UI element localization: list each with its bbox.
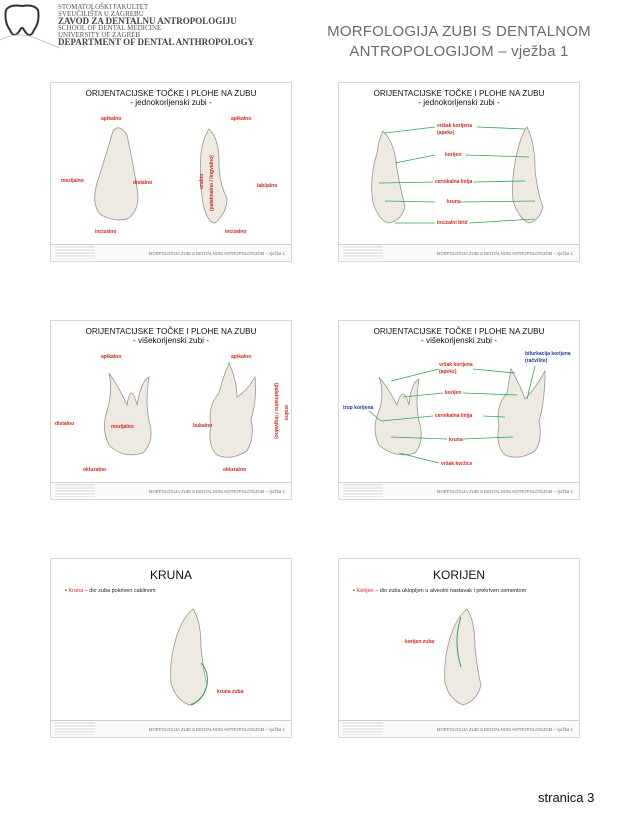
page-number: stranica 3 (538, 790, 595, 805)
slide-title: KRUNA (149, 568, 192, 582)
label-palatinalno: (palatinalno / lingvalno) (273, 383, 279, 439)
slide-subtitle: - višekorijenski zubi - (133, 336, 209, 345)
label-trup-korijena: trup korijena (343, 405, 374, 411)
crown-illustration (51, 559, 291, 737)
footer-logo-icon (55, 484, 95, 497)
label-kruna: kruna (449, 437, 463, 443)
slide-4 (338, 320, 580, 500)
label-apeks: (apeks) (437, 130, 455, 136)
slide-subtitle: - jednokorijenski zubi - (130, 98, 212, 107)
label-cervikalna-linija: cervikalna linija (435, 413, 473, 419)
bullet-item: • Korijen – dio zuba uklopljen u alveolni nastavak i prekriven cementom (353, 588, 527, 594)
incisor-views-illustration (51, 83, 291, 261)
label-mezijalno: mezijalno (61, 178, 84, 184)
label-korijen-zuba: korijen zuba (405, 639, 435, 645)
molar-anatomy-illustration (339, 321, 579, 499)
slide-6 (338, 558, 580, 738)
label-vrsak-kvrzice: vršak kvržice (441, 461, 473, 467)
label-kruna: kruna (447, 199, 461, 205)
slide-title: ORIJENTACIJSKE TOČKE I PLOHE NA ZUBU (85, 89, 257, 98)
label-incizalni-brid: incizalni brid (437, 220, 468, 226)
label-oralno: oralno (283, 405, 289, 421)
label-vrsak-korijena: vršak korijena (439, 362, 473, 368)
label-apikalno: apikalno (231, 116, 252, 122)
label-cervikalna-linija: cervikalna linija (435, 179, 473, 185)
footer-logo-icon (343, 722, 383, 735)
footer-logo-icon (343, 484, 383, 497)
slide-footer: MORFOLOGIJA ZUBI S DENTALNOM ANTROPOLOGIJOM – vježba 1 (51, 244, 291, 261)
bullet-item: • Kruna – dio zuba pokriven caklinom (65, 588, 156, 594)
label-palatinalno: (palatinalno / lingvalno) (209, 155, 215, 211)
label-labijalno: labijalno (257, 183, 278, 189)
label-oralno: oralno (199, 173, 205, 189)
label-incizalno: incizalno (225, 229, 247, 235)
label-racviste: (račvište) (525, 358, 548, 364)
slide-footer: MORFOLOGIJA ZUBI S DENTALNOM ANTROPOLOGIJOM – vježba 1 (339, 720, 579, 737)
label-mezijalno: mezijalno (111, 424, 134, 430)
slide-footer: MORFOLOGIJA ZUBI S DENTALNOM ANTROPOLOGIJOM – vježba 1 (51, 482, 291, 499)
slide-title: ORIJENTACIJSKE TOČKE I PLOHE NA ZUBU (373, 327, 545, 336)
document-title: MORFOLOGIJA ZUBI S DENTALNOM ANTROPOLOGIJOM – vježba 1 (327, 23, 591, 60)
slide-title: ORIJENTACIJSKE TOČKE I PLOHE NA ZUBU (85, 327, 257, 336)
label-korijen: korijen (445, 152, 462, 158)
label-distalno: distalno (133, 180, 153, 186)
footer-logo-icon (343, 246, 383, 259)
faculty-logo (0, 0, 270, 72)
label-apikalno: apikalno (101, 116, 122, 122)
slide-title: ORIJENTACIJSKE TOČKE I PLOHE NA ZUBU (373, 89, 545, 98)
footer-logo-icon (55, 722, 95, 735)
label-kruna-zuba: kruna zuba (217, 689, 244, 695)
slide-title: KORIJEN (432, 568, 485, 582)
slide-3 (50, 320, 292, 500)
label-distalno: distalno (55, 421, 75, 427)
root-illustration (339, 559, 579, 737)
footer-logo-icon (55, 246, 95, 259)
slide-2 (338, 82, 580, 262)
logo-text: STOMATOLOŠKI FAKULTET SVEUČILIŠTA U ZAGREBU ZAVOD ZA DENTALNU ANTROPOLOGIJU SCHOOL OF DENTAL MEDICINE UNIVERSITY OF ZAGREB DEPARTMENT OF DENTAL ANTHROPOLOGY (58, 3, 255, 47)
incisor-anatomy-illustration (339, 83, 579, 261)
label-apeks: (apeks) (439, 369, 457, 375)
label-okluzalno: okluzalno (83, 467, 107, 473)
slide-footer: MORFOLOGIJA ZUBI S DENTALNOM ANTROPOLOGIJOM – vježba 1 (339, 244, 579, 261)
slide-5 (50, 558, 292, 738)
slide-footer: MORFOLOGIJA ZUBI S DENTALNOM ANTROPOLOGIJOM – vježba 1 (51, 720, 291, 737)
label-incizalno: incizalno (95, 229, 117, 235)
label-korijen: korijen (445, 390, 462, 396)
label-apikalno: apikalno (101, 354, 122, 360)
label-bukalno: bukalno (193, 423, 213, 429)
label-apikalno: apikalno (231, 354, 252, 360)
slide-1 (50, 82, 292, 262)
label-okluzalno: okluzalno (223, 467, 247, 473)
slide-subtitle: - višekorijenski zubi - (421, 336, 497, 345)
slide-footer: MORFOLOGIJA ZUBI S DENTALNOM ANTROPOLOGIJOM – vježba 1 (339, 482, 579, 499)
slide-subtitle: - jednokorijenski zubi - (418, 98, 500, 107)
label-bifurkacija: bifurkacija korijena (525, 351, 571, 357)
label-vrsak-korijena: vrišak korijena (437, 123, 473, 129)
